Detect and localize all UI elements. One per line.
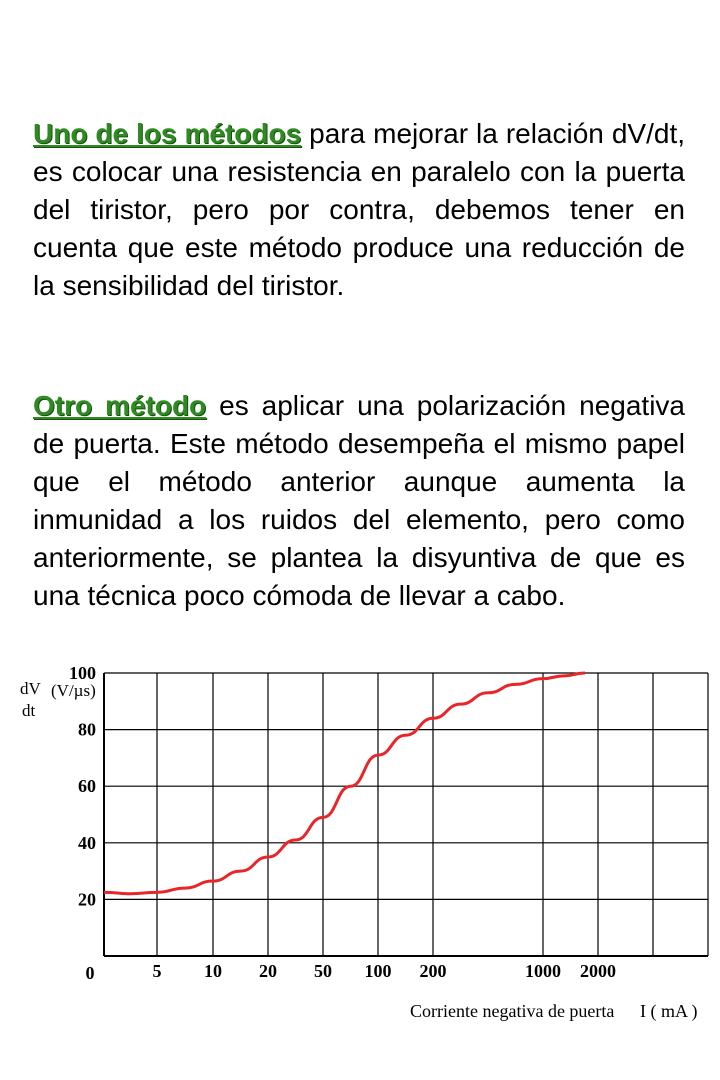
x-tick-label: 0 — [85, 963, 95, 983]
paragraph-1-lead: Uno de los métodos — [33, 118, 302, 149]
y-tick-label: 40 — [78, 832, 96, 853]
y-axis-unit: (V/µs) — [51, 681, 96, 700]
x-tick-label: 5 — [152, 961, 162, 981]
paragraph-2-lead: Otro método — [33, 390, 207, 421]
x-axis-label: Corriente negativa de puerta — [410, 1001, 615, 1021]
x-tick-label: 50 — [314, 961, 332, 981]
x-tick-label: 2000 — [580, 961, 616, 981]
x-tick-label: 1000 — [525, 961, 561, 981]
x-tick-label: 20 — [259, 961, 277, 981]
y-axis-label-bottom: dt — [22, 701, 36, 720]
y-tick-label: 60 — [78, 776, 96, 797]
y-axis-label-top: dV — [20, 679, 41, 698]
x-tick-label: 200 — [419, 961, 447, 981]
y-tick-label: 100 — [69, 663, 96, 683]
paragraph-1-text: para mejorar la relación dV/dt, es colocar una resistencia en paralelo con la puerta del tiristor, pero por contra, debemos tener en cuenta que este método produce una reducción de la sensibilidad del tiristor. — [33, 118, 686, 301]
x-axis-unit: I ( mA ) — [640, 1001, 698, 1021]
y-tick-label: 80 — [78, 719, 96, 740]
dvdt-curve — [104, 673, 585, 894]
y-tick-label: 20 — [78, 889, 96, 910]
paragraph-2-text: es aplicar una polarización negativa de puerta. Este método desempeña el mismo papel que el método anterior aunque aumenta la inmunidad a los ruidos del elemento, pero como anteriormente, se plantea la disyuntiva de que es una técnica poco cómoda de llevar a cabo. — [33, 390, 685, 611]
x-tick-labels — [86, 961, 617, 983]
x-tick-label: 100 — [364, 961, 392, 981]
chart-grid — [104, 673, 708, 956]
x-tick-label: 10 — [204, 961, 222, 981]
